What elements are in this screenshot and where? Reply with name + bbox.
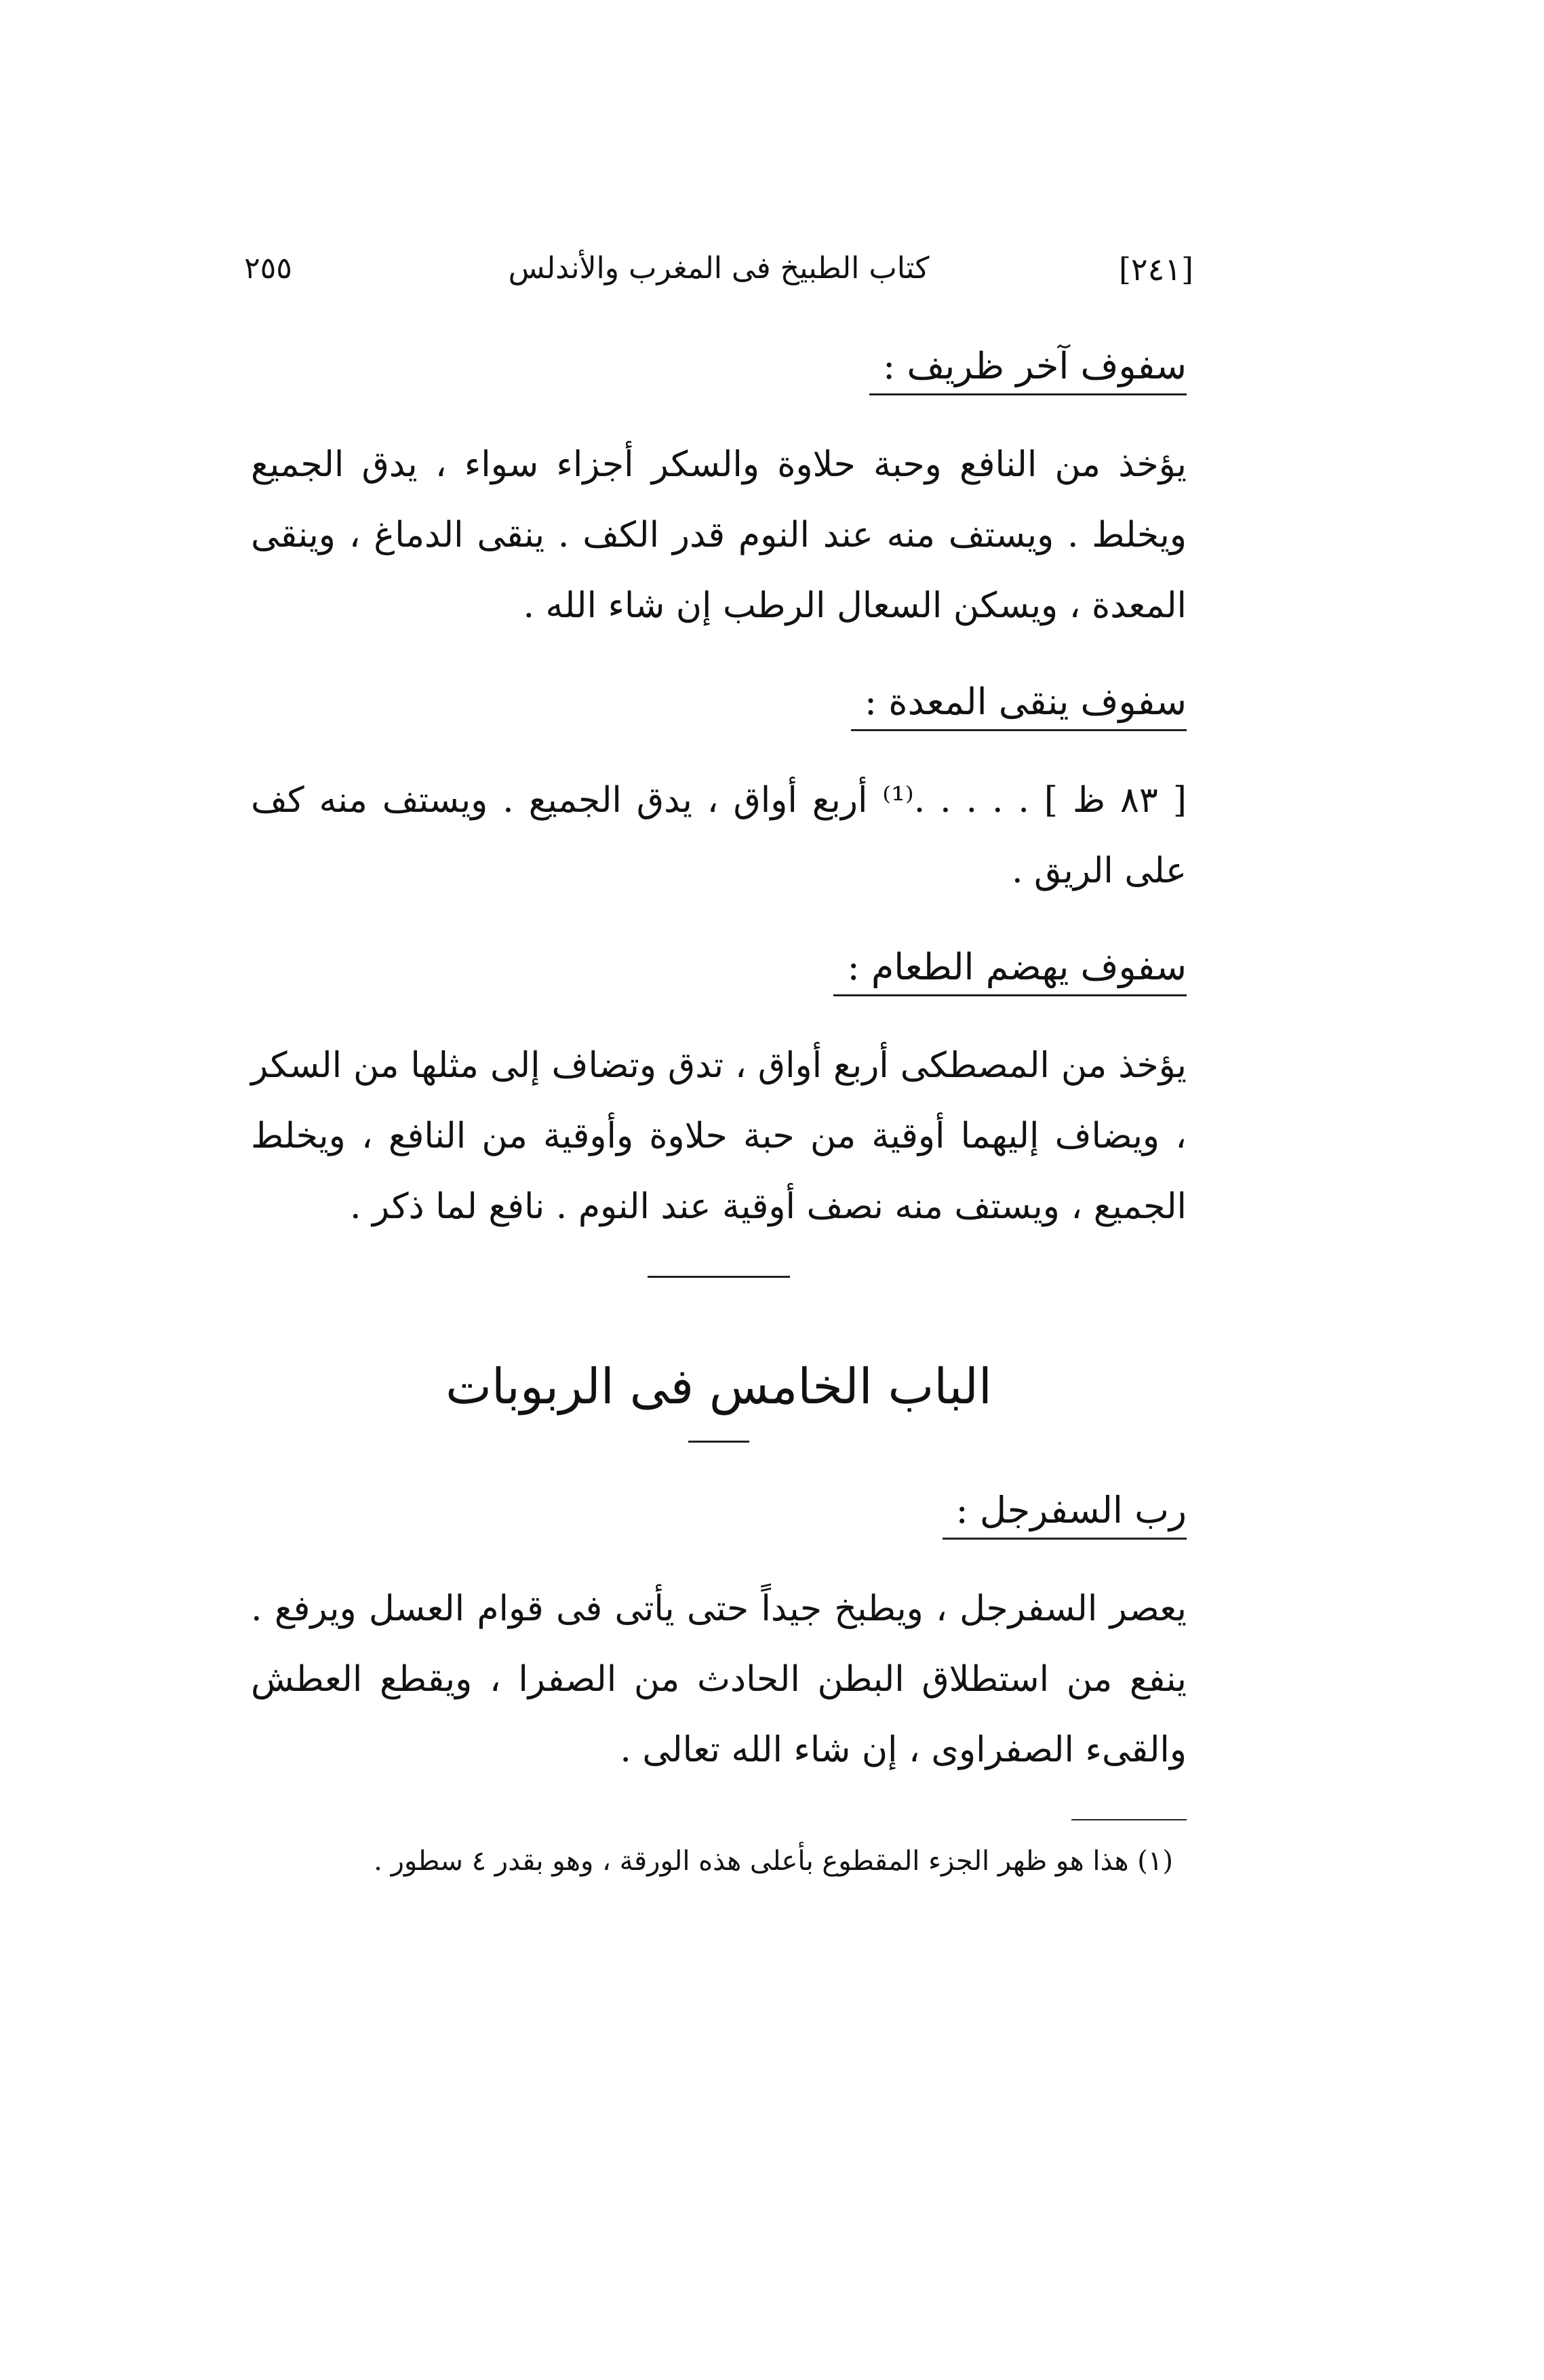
- section-number: [٢٤١]: [1118, 251, 1193, 288]
- recipe-heading-wrap: [251, 1483, 1187, 1574]
- recipe-title: سفوف آخر ظريف :: [869, 339, 1187, 395]
- recipe-text: يؤخذ من النافع وحبة حلاوة والسكر أجزاء سواء ، يدق الجميع ويخلط . ويستف منه عند النوم قدر الكف . ينقى الدماغ ، وينقى المعدة ، ويسكن السعال الرطب إن شاء الله .: [251, 444, 1187, 626]
- recipe-text: يؤخذ من المصطكى أربع أواق ، تدق وتضاف إلى مثلها من السكر ، ويضاف إليهما أوقية من حبة حلاوة وأوقية من النافع ، ويخلط الجميع ، ويستف منه نصف أوقية عند النوم . نافع لما ذكر .: [251, 1045, 1187, 1227]
- recipe-title: رب السفرجل :: [943, 1483, 1187, 1540]
- running-title: كتاب الطبيخ فى المغرب والأندلس: [508, 251, 930, 286]
- recipe-text: [ ٨٣ ظ ] . . . . .⁽¹⁾ أربع أواق ، يدق الجميع . ويستف منه كف على الريق .: [251, 780, 1187, 891]
- recipe-heading-wrap: [251, 940, 1187, 1030]
- recipe-text: يعصر السفرجل ، ويطبخ جيداً حتى يأتى فى قوام العسل ويرفع . ينفع من استطلاق البطن الحادث من الصفرا ، ويقطع العطش والقىء الصفراوى ، إن شاء الله تعالى .: [251, 1588, 1187, 1770]
- recipe-heading-wrap: [251, 339, 1187, 429]
- section-separator: [648, 1276, 790, 1278]
- page-header: [244, 251, 1193, 298]
- recipe-title: سفوف يهضم الطعام :: [833, 940, 1187, 996]
- page-number: ٢٥٥: [244, 251, 292, 286]
- chapter-underline: [688, 1441, 749, 1443]
- recipe-heading-wrap: [251, 675, 1187, 765]
- footnote-rule: [1071, 1819, 1187, 1820]
- footnote: (١) هذا هو ظهر الجزء المقطوع بأعلى هذه الورقة ، وهو بقدر ٤ سطور .: [374, 1846, 1173, 1877]
- chapter-title: الباب الخامس فى الربوبات: [446, 1358, 992, 1415]
- recipe-title: سفوف ينقى المعدة :: [851, 675, 1187, 731]
- page-body: [251, 339, 1187, 1881]
